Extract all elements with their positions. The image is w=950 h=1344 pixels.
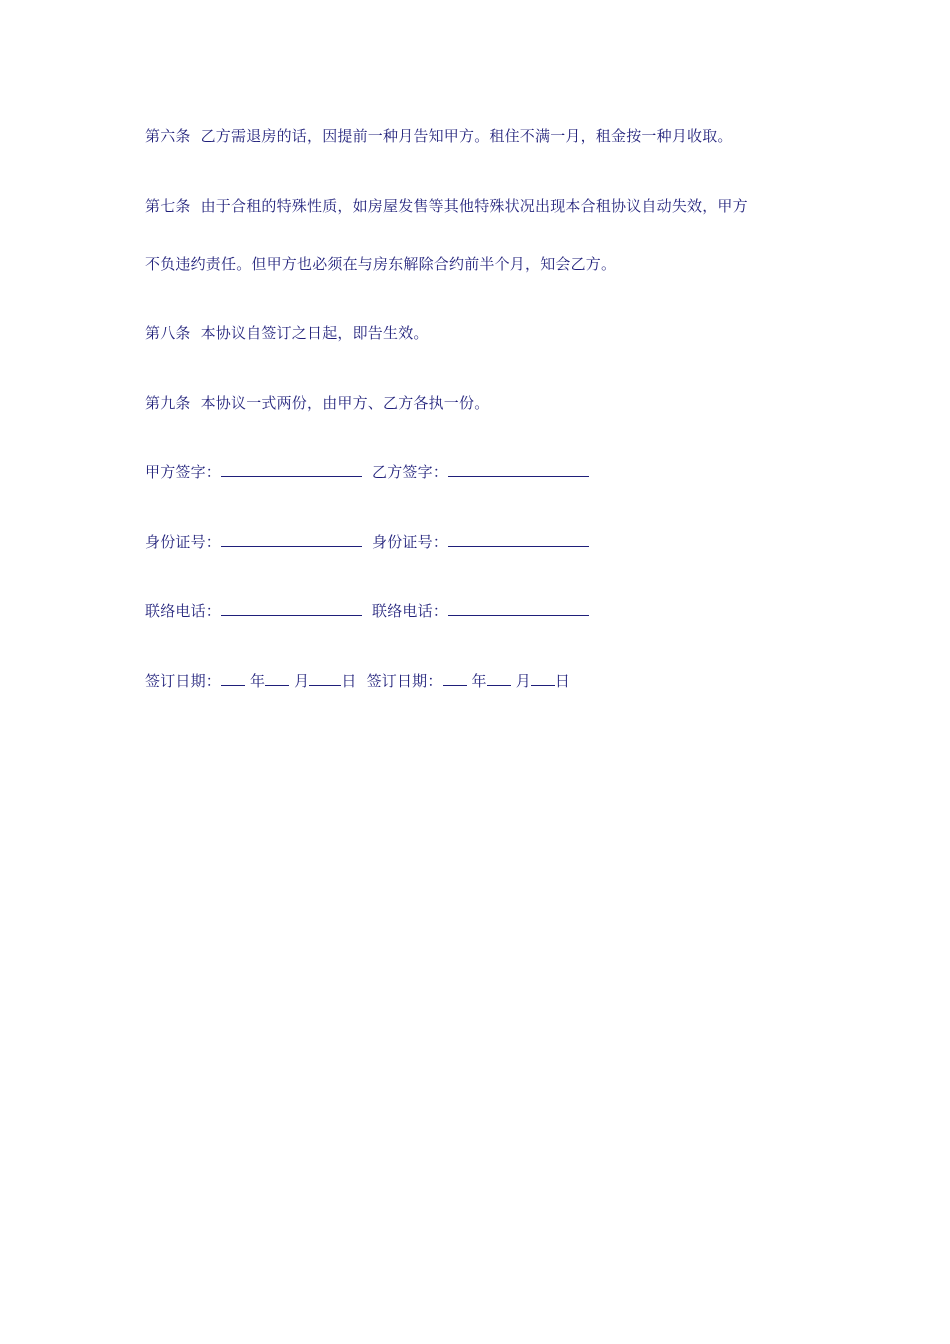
article-9 bbox=[145, 393, 489, 413]
party-b-date bbox=[367, 671, 571, 691]
party-a-year-blank[interactable] bbox=[221, 671, 245, 686]
party-b-id bbox=[372, 532, 589, 552]
party-b-day-label: 日 bbox=[554, 672, 571, 690]
article-7-text: 由于合租的特殊性质，如房屋发售等其他特殊状况出现本合租协议自动失效，甲方 bbox=[200, 197, 748, 215]
party-a-phone bbox=[145, 601, 362, 621]
article-8-label: 第八条 bbox=[145, 324, 191, 342]
party-a-date bbox=[145, 671, 357, 691]
article-7-label: 第七条 bbox=[145, 197, 191, 215]
party-a-id-label: 身份证号： bbox=[145, 533, 222, 551]
party-b-phone-blank[interactable] bbox=[448, 601, 589, 616]
party-b-year-blank[interactable] bbox=[443, 671, 467, 686]
date-row bbox=[145, 671, 570, 691]
article-8-text: 本协议自签订之日起，即告生效。 bbox=[200, 324, 429, 342]
party-a-signature-label: 甲方签字： bbox=[145, 463, 222, 481]
party-b-day-blank[interactable] bbox=[531, 671, 555, 686]
signature-row bbox=[145, 462, 589, 482]
party-a-phone-blank[interactable] bbox=[221, 601, 362, 616]
party-a-id bbox=[145, 532, 362, 552]
party-b-month-label: 月 bbox=[515, 672, 531, 690]
party-b-year-label: 年 bbox=[471, 672, 487, 690]
id-number-row bbox=[145, 532, 589, 552]
party-b-date-label: 签订日期： bbox=[366, 672, 443, 690]
party-a-signature bbox=[145, 462, 362, 482]
party-b-signature-label: 乙方签字： bbox=[372, 463, 449, 481]
article-9-text: 本协议一式两份，由甲方、乙方各执一份。 bbox=[200, 394, 490, 412]
party-a-phone-label: 联络电话： bbox=[145, 602, 222, 620]
party-a-day-label: 日 bbox=[341, 672, 357, 690]
party-b-phone bbox=[372, 601, 589, 621]
party-b-month-blank[interactable] bbox=[487, 671, 511, 686]
party-a-year-label: 年 bbox=[249, 672, 266, 690]
article-6-text: 乙方需退房的话，因提前一种月告知甲方。租住不满一月，租金按一种月收取。 bbox=[200, 127, 733, 145]
party-b-phone-label: 联络电话： bbox=[372, 602, 449, 620]
party-a-id-blank[interactable] bbox=[221, 532, 362, 547]
party-a-date-label: 签订日期： bbox=[145, 672, 222, 690]
article-6 bbox=[145, 126, 733, 146]
party-b-signature-blank[interactable] bbox=[448, 462, 589, 477]
party-b-id-blank[interactable] bbox=[448, 532, 589, 547]
party-a-month-label: 月 bbox=[294, 672, 310, 690]
article-6-label: 第六条 bbox=[145, 127, 191, 145]
article-9-label: 第九条 bbox=[145, 394, 191, 412]
article-7 bbox=[145, 196, 748, 216]
article-8 bbox=[145, 323, 429, 343]
party-a-signature-blank[interactable] bbox=[221, 462, 362, 477]
party-a-month-blank[interactable] bbox=[265, 671, 289, 686]
phone-row bbox=[145, 601, 589, 621]
party-b-signature bbox=[372, 462, 589, 482]
party-a-day-blank[interactable] bbox=[309, 671, 341, 686]
article-7-continuation: 不负违约责任。但甲方也必须在与房东解除合约前半个月，知会乙方。 bbox=[145, 255, 617, 273]
party-b-id-label: 身份证号： bbox=[372, 533, 449, 551]
